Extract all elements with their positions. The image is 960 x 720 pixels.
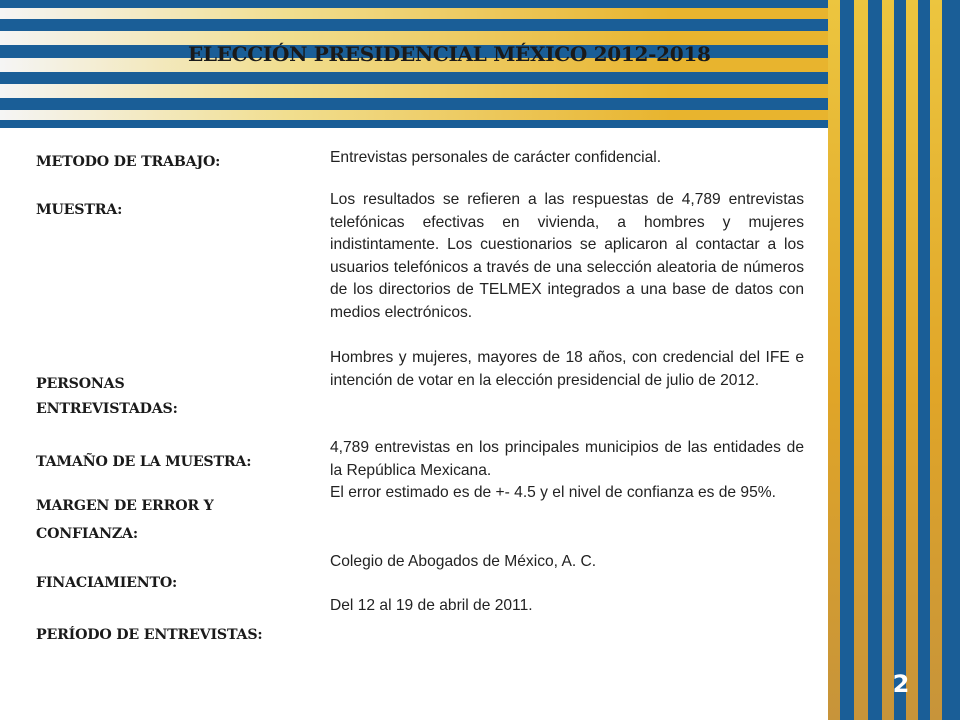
label-financiamiento: FINACIAMIENTO: <box>36 575 178 591</box>
banner-stripe <box>0 0 960 8</box>
value-personas: Hombres y mujeres, mayores de 18 años, con credencial del IFE e intención de votar en la elección presidencial de julio de 2012. <box>330 349 804 389</box>
page-title: ELECCIÓN PRESIDENCIAL MÉXICO 2012-2018 <box>188 42 711 66</box>
side-stripe <box>942 0 960 720</box>
banner-stripe <box>0 84 960 98</box>
label-metodo: METODO DE TRABAJO: <box>36 154 221 170</box>
side-stripe <box>854 0 868 720</box>
value-muestra: Los resultados se refieren a las respuestas de 4,789 entrevistas telefónicas efectivas en vivienda, a hombres y mujeres indistintamente. Los cuestionarios se aplicaron al contactar a los usuarios telefónicos a través de una selección aleatoria de números de los directorios de TELMEX integrados a una base de datos con medios electrónicos. <box>330 191 804 321</box>
label-personas: PERSONAS ENTREVISTADAS: <box>36 376 178 417</box>
side-stripe <box>868 0 882 720</box>
side-stripe <box>882 0 894 720</box>
value-metodo: Entrevistas personales de carácter confidencial. <box>330 149 662 166</box>
label-tamano: TAMAÑO DE LA MUESTRA: <box>36 454 252 470</box>
label-periodo: PERÍODO DE ENTREVISTAS: <box>36 627 263 643</box>
label-muestra: MUESTRA: <box>36 202 123 218</box>
side-stripe <box>894 0 906 720</box>
value-periodo: Del 12 al 19 de abril de 2011. <box>330 597 533 614</box>
banner-stripe <box>0 72 960 84</box>
side-stripe <box>828 0 840 720</box>
banner-stripe <box>0 120 960 128</box>
value-tamano: 4,789 entrevistas en los principales municipios de las entidades de la República Mexicana. <box>330 439 804 479</box>
label-margen: MARGEN DE ERROR Y CONFIANZA: <box>36 498 214 542</box>
page-number: 2 <box>892 670 910 698</box>
side-stripe <box>840 0 854 720</box>
value-margen: El error estimado es de +- 4.5 y el nivel de confianza es de 95%. <box>330 484 776 501</box>
banner-stripe <box>0 19 960 31</box>
side-stripe <box>930 0 942 720</box>
banner-stripe <box>0 98 960 110</box>
banner-stripe <box>0 8 960 19</box>
side-stripe <box>918 0 930 720</box>
banner-stripe <box>0 110 960 120</box>
value-financiamiento: Colegio de Abogados de México, A. C. <box>330 553 597 570</box>
side-stripe <box>906 0 918 720</box>
